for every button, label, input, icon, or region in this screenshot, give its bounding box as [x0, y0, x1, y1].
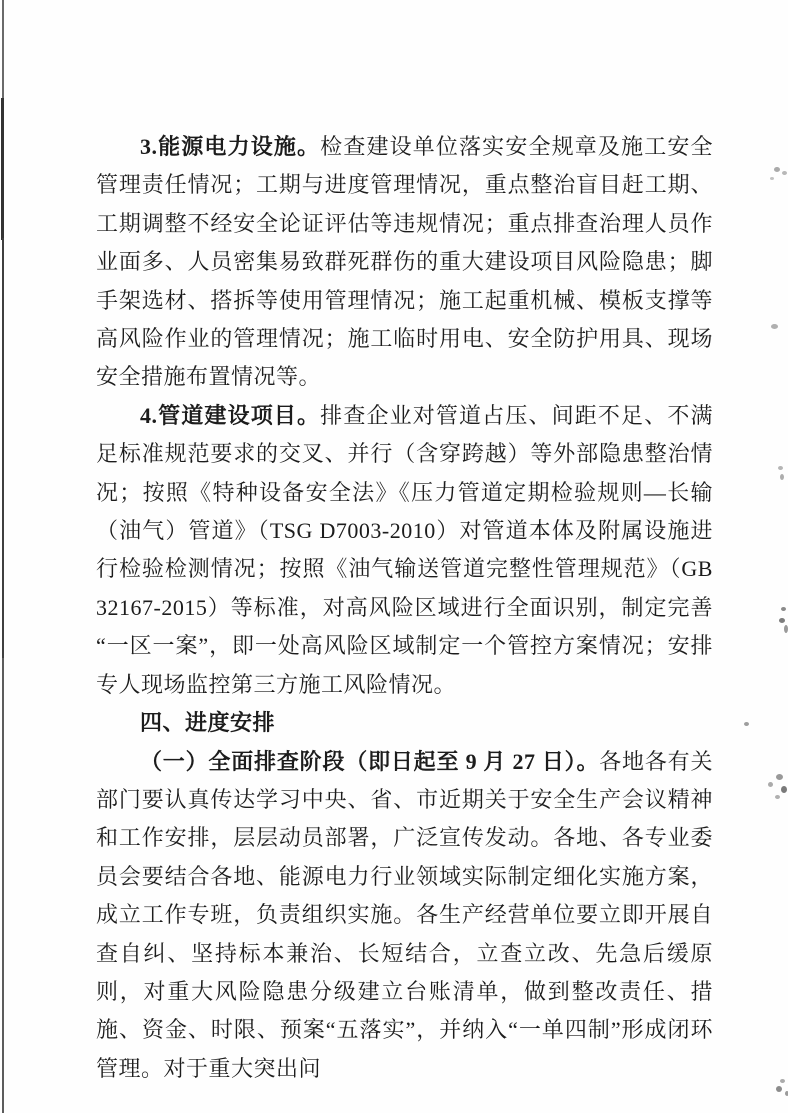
paragraph-lead-energy-power-facilities: 3.能源电力设施。: [140, 134, 321, 159]
section-heading-progress-arrangement: 四、进度安排: [140, 710, 276, 736]
scan-speck: [768, 782, 773, 787]
paragraph-text-pipeline-construction: 排查企业对管道占压、间距不足、不满足标准规范要求的交叉、并行（含穿跨越）等外部隐患整治情况；按照《特种设备安全法》《压力管道定期检验规则—长输（油气）管道》（TSG D7003-2010）对管道本体及附属设施进行检验检测情况；按照《油气输送管道完整性管理规范》（GB 32167-2015）等标准，对高风险区域进行全面识别，制定完善“一区一案”，即一处高风险区域制定一个管控方案情况；安排专人现场监控第三方施工风险情况。: [96, 402, 713, 697]
scan-speck: [771, 324, 778, 329]
paragraph-lead-pipeline-construction: 4.管道建设项目。: [140, 402, 321, 428]
scan-edge-artifact: [2, 0, 4, 100]
scan-speck: [779, 618, 785, 623]
paragraph-text-full-inspection-phase: 各地各有关部门要认真传达学习中央、省、市近期关于安全生产会议精神和工作安排，层层动员部署，广泛宣传发动。各地、各专业委员会要结合各地、能源电力行业领域实际制定细化实施方案，成立工作专班，负责组织实施。各生产经营单位要立即开展自查自纠、坚持标本兼治、长短结合，立查立改、先急后缓原则，对重大风险隐患分级建立台账清单，做到整改责任、措施、资金、时限、预案“五落实”，并纳入“一单四制”形成闭环管理。对于重大突出问: [96, 748, 713, 1081]
scan-speck: [781, 607, 786, 611]
scan-edge-artifact: [2, 658, 4, 1113]
document-body: [96, 128, 713, 1088]
scan-speck: [775, 795, 780, 799]
paragraph-full-inspection-phase: [96, 743, 713, 1089]
paragraph-pipeline-construction: [96, 397, 713, 704]
scan-speck: [774, 167, 780, 172]
scan-speck: [781, 786, 787, 793]
scan-speck: [784, 625, 788, 633]
scan-speck: [744, 722, 749, 726]
scan-speck: [782, 171, 787, 175]
scan-speck: [778, 466, 783, 470]
scan-speck: [780, 474, 784, 480]
paragraph-text-energy-power-facilities: 检查建设单位落实安全规章及施工安全管理责任情况；工期与进度管理情况，重点整治盲目赶工期、工期调整不经安全论证评估等违规情况；重点排查治理人员作业面多、人员密集易致群死群伤的重大建设项目风险隐患；脚手架选材、搭拆等使用管理情况；施工起重机械、模板支撑等高风险作业的管理情况；施工临时用电、安全防护用具、现场安全措施布置情况等。: [96, 134, 713, 390]
paragraph-lead-full-inspection-phase: （一）全面排查阶段（即日起至 9 月 27 日）。: [140, 748, 600, 774]
scan-speck: [776, 774, 783, 780]
scan-speck: [770, 177, 774, 180]
scan-speck: [776, 1086, 782, 1092]
scan-edge-artifact: [1, 98, 4, 240]
scan-speck: [780, 1079, 785, 1083]
scan-edge-artifact: [2, 238, 4, 660]
paragraph-energy-power-facilities: [96, 128, 713, 397]
